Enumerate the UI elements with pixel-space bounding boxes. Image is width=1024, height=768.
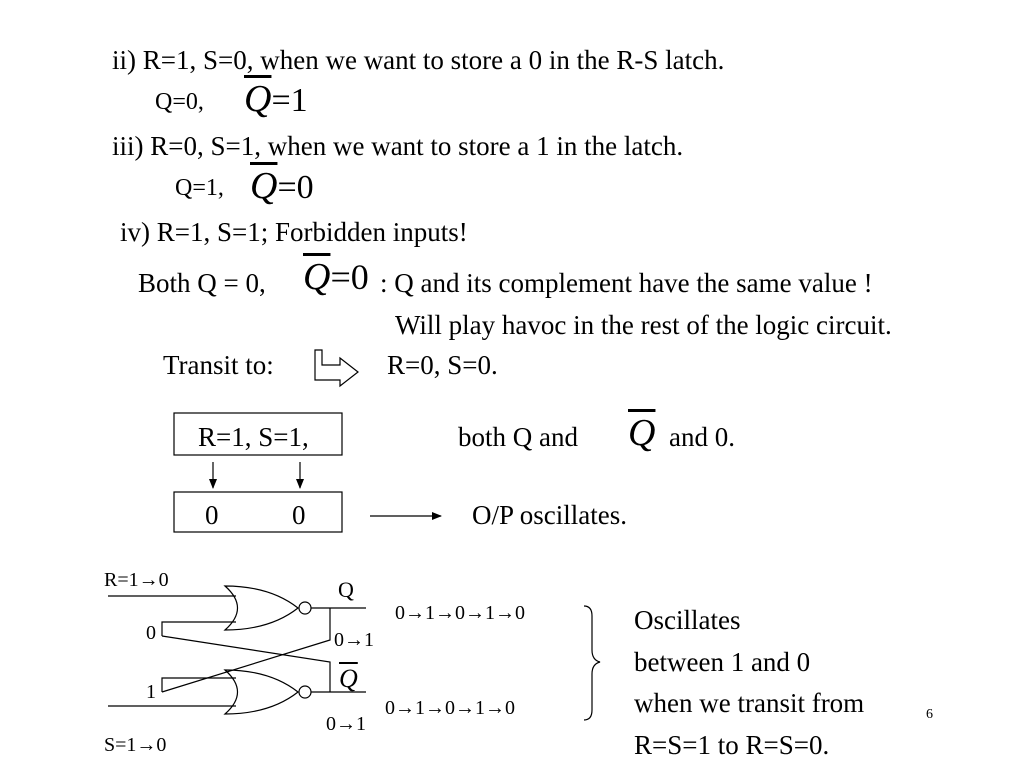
and-zero-text: and 0. [669,422,735,452]
nor-gate-bottom [225,670,311,714]
r-input-label: R=1→0 [104,569,169,591]
both-q-text: both Q and [458,422,578,452]
page-number: 6 [926,707,933,722]
qbar-symbol: $\overline{Q}$ [303,256,331,298]
output-s-value: 0 [292,500,306,530]
case-ii-line: ii) R=1, S=0, when we want to store a 0 in the R-S latch. [112,45,725,75]
output-r-value: 0 [205,500,219,530]
case-iv-both: Both Q = 0, [138,268,266,298]
qbar-symbol: $\overline{Q}$ [244,78,272,120]
input-box-text: R=1, S=1, [198,422,309,452]
explanation-line-3: when we transit from [634,688,865,718]
qbar-value: =1 [271,82,308,119]
output-box [174,492,342,532]
feedback-top-label: 0 [146,622,156,644]
input-box [174,413,342,455]
qbar-sequence: 0→1→0→1→0 [385,697,515,719]
explanation-line-4: R=S=1 to R=S=0. [634,730,830,760]
brace-icon [584,606,600,720]
case-iii-line: iii) R=0, S=1, when we want to store a 1 in the latch. [112,131,684,161]
case-iv-note2: Will play havoc in the rest of the logic circuit. [395,310,892,340]
feedback-bottom-label: 1 [146,681,156,703]
q-sequence: 0→1→0→1→0 [395,602,525,624]
qbar-transition: 0→1 [326,713,366,735]
case-iv-line: iv) R=1, S=1; Forbidden inputs! [120,217,468,247]
explanation-line-2: between 1 and 0 [634,647,811,677]
transit-value: R=0, S=0. [387,350,498,380]
explanation-line-1: Oscillates [634,605,741,635]
q-transition: 0→1 [334,629,374,651]
qbar-value: =0 [277,169,314,206]
qbar-symbol: $\overline{Q}$ [339,664,358,693]
case-iii-q: Q=1, [175,175,224,201]
qbar-symbol: $\overline{Q}$ [250,165,278,207]
s-input-label: S=1→0 [104,734,167,756]
nor-gate-top [225,586,311,630]
oscillates-text: O/P oscillates. [472,500,627,530]
case-ii-q: Q=0, [155,89,204,115]
case-iv-note1: : Q and its complement have the same value ! [380,268,873,298]
transit-label: Transit to: [163,350,274,380]
qbar-value: =0 [330,257,369,297]
qbar-symbol: $\overline{Q}$ [628,412,656,454]
q-output-label: Q [338,577,354,602]
transit-arrow-icon [315,350,358,386]
